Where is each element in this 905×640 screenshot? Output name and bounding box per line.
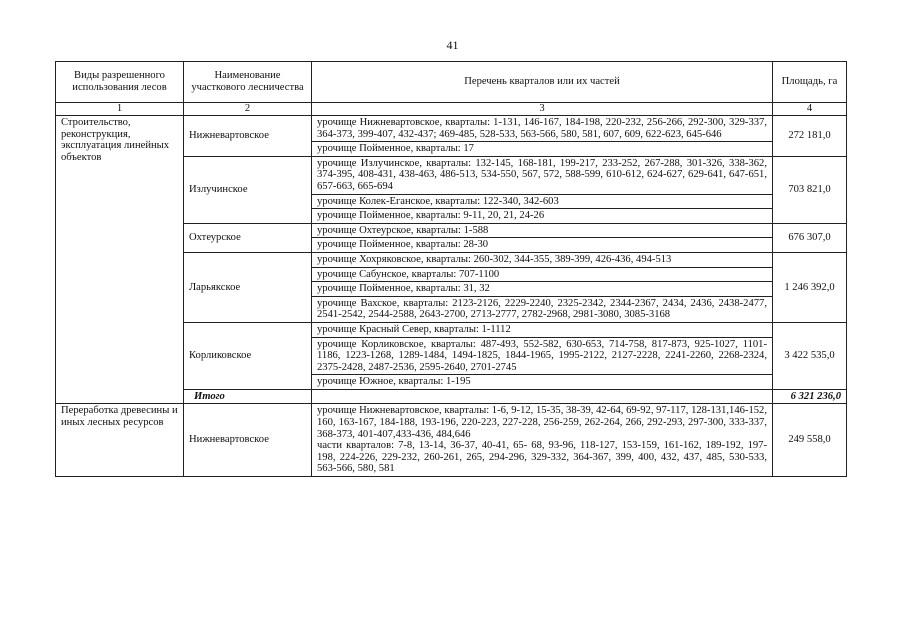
quarters-cell: урочище Южное, кварталы: 1-195 (312, 375, 773, 390)
quarters-cell: урочище Вахское, кварталы: 2123-2126, 2229-2240, 2325-2342, 2344-2367, 2434, 2436, 2438-2477, 2541-2542, 2544-2588, 2643-2700, 2713-2777, 2782-2968, 2981-3080, 3085-3168 (312, 296, 773, 322)
header-area: Площадь, га (773, 62, 847, 103)
forestry-name: Нижневартовское (184, 404, 312, 477)
quarters-cell: урочище Корликовское, кварталы: 487-493, 552-582, 630-653, 714-758, 817-873, 925-1027, 1101-1186, 1223-1268, 1289-1484, 1494-1825, 1844-1965, 1995-2122, 2127-2228, 2241-2260, 2268-2324, 2375-2428, 2487-2536, 2595-2640, 2701-2745 (312, 337, 773, 375)
column-number: 2 (184, 103, 312, 116)
forest-quarters-table (55, 61, 847, 477)
column-number: 1 (56, 103, 184, 116)
quarters-cell: урочище Пойменное, кварталы: 31, 32 (312, 282, 773, 297)
area-cell: 3 422 535,0 (773, 322, 847, 389)
table-row (56, 116, 847, 142)
quarters-cell: урочище Нижневартовское, кварталы: 1-131, 146-167, 184-198, 220-232, 256-266, 292-300, 329-337, 364-373, 399-407, 432-437; 469-485, 528-533, 563-566, 580, 581, 607, 609, 622-623, 645-646 (312, 116, 773, 142)
area-cell: 1 246 392,0 (773, 252, 847, 322)
quarters-text: урочище Нижневартовское, кварталы: 1-6, 9-12, 15-35, 38-39, 42-64, 69-92, 97-117, 128-131,146-152, 160, 163-167, 184-188, 193-196, 220-223, 227-228, 256-259, 262-264, 266, 292-293, 297-300, 333-337, 368-373, 401-407,433-436, 484,646 (317, 405, 767, 440)
total-area: 6 321 236,0 (773, 389, 847, 404)
column-number: 4 (773, 103, 847, 116)
use-type-wood-processing: Переработка древесины и иных лесных ресурсов (56, 404, 184, 477)
forestry-name: Нижневартовское (184, 116, 312, 157)
page-number: 41 (446, 38, 459, 52)
quarters-cell: урочище Пойменное, кварталы: 17 (312, 142, 773, 157)
quarters-cell: урочище Сабунское, кварталы: 707-1100 (312, 267, 773, 282)
column-number: 3 (312, 103, 773, 116)
table-row (56, 404, 847, 477)
table-header-row (56, 62, 847, 103)
quarters-cell: урочище Излучинское, кварталы: 132-145, 168-181, 199-217, 233-252, 267-288, 301-326, 338-362, 374-395, 408-431, 438-463, 486-513, 534-550, 567, 572, 588-599, 610-612, 624-627, 629-641, 647-651, 657-663, 665-694 (312, 156, 773, 194)
quarters-cell: урочище Хохряковское, кварталы: 260-302, 344-355, 389-399, 426-436, 494-513 (312, 252, 773, 267)
forestry-name: Ларьякское (184, 252, 312, 322)
quarter-parts-text: части кварталов: 7-8, 13-14, 36-37, 40-41, 65- 68, 93-96, 118-127, 153-159, 161-162, 189-192, 197-198, 224-226, 229-232, 260-261, 265, 294-296, 329-332, 364-367, 399, 400, 432, 437, 485, 530-533, 563-566, 580, 581 (317, 440, 767, 475)
area-cell: 249 558,0 (773, 404, 847, 477)
forestry-name: Охтеурское (184, 223, 312, 252)
forestry-name: Корликовское (184, 322, 312, 389)
area-cell: 676 307,0 (773, 223, 847, 252)
header-forestry-name: Наименование участкового лесничества (184, 62, 312, 103)
quarters-cell: урочище Охтеурское, кварталы: 1-588 (312, 223, 773, 238)
header-use-types: Виды разрешенного использования лесов (56, 62, 184, 103)
header-quarters-list: Перечень кварталов или их частей (312, 62, 773, 103)
total-empty-cell (312, 389, 773, 404)
quarters-cell: урочище Пойменное, кварталы: 9-11, 20, 21, 24-26 (312, 209, 773, 224)
quarters-cell: урочище Пойменное, кварталы: 28-30 (312, 238, 773, 253)
quarters-cell: урочище Колек-Еганское, кварталы: 122-340, 342-603 (312, 194, 773, 209)
area-cell: 703 821,0 (773, 156, 847, 223)
quarters-cell: урочище Красный Север, кварталы: 1-1112 (312, 322, 773, 337)
column-number-row (56, 103, 847, 116)
forestry-name: Излучинское (184, 156, 312, 223)
use-type-construction: Строительство, реконструкция, эксплуатация линейных объектов (56, 116, 184, 404)
quarters-cell (312, 404, 773, 477)
total-label: Итого (184, 389, 312, 404)
area-cell: 272 181,0 (773, 116, 847, 157)
